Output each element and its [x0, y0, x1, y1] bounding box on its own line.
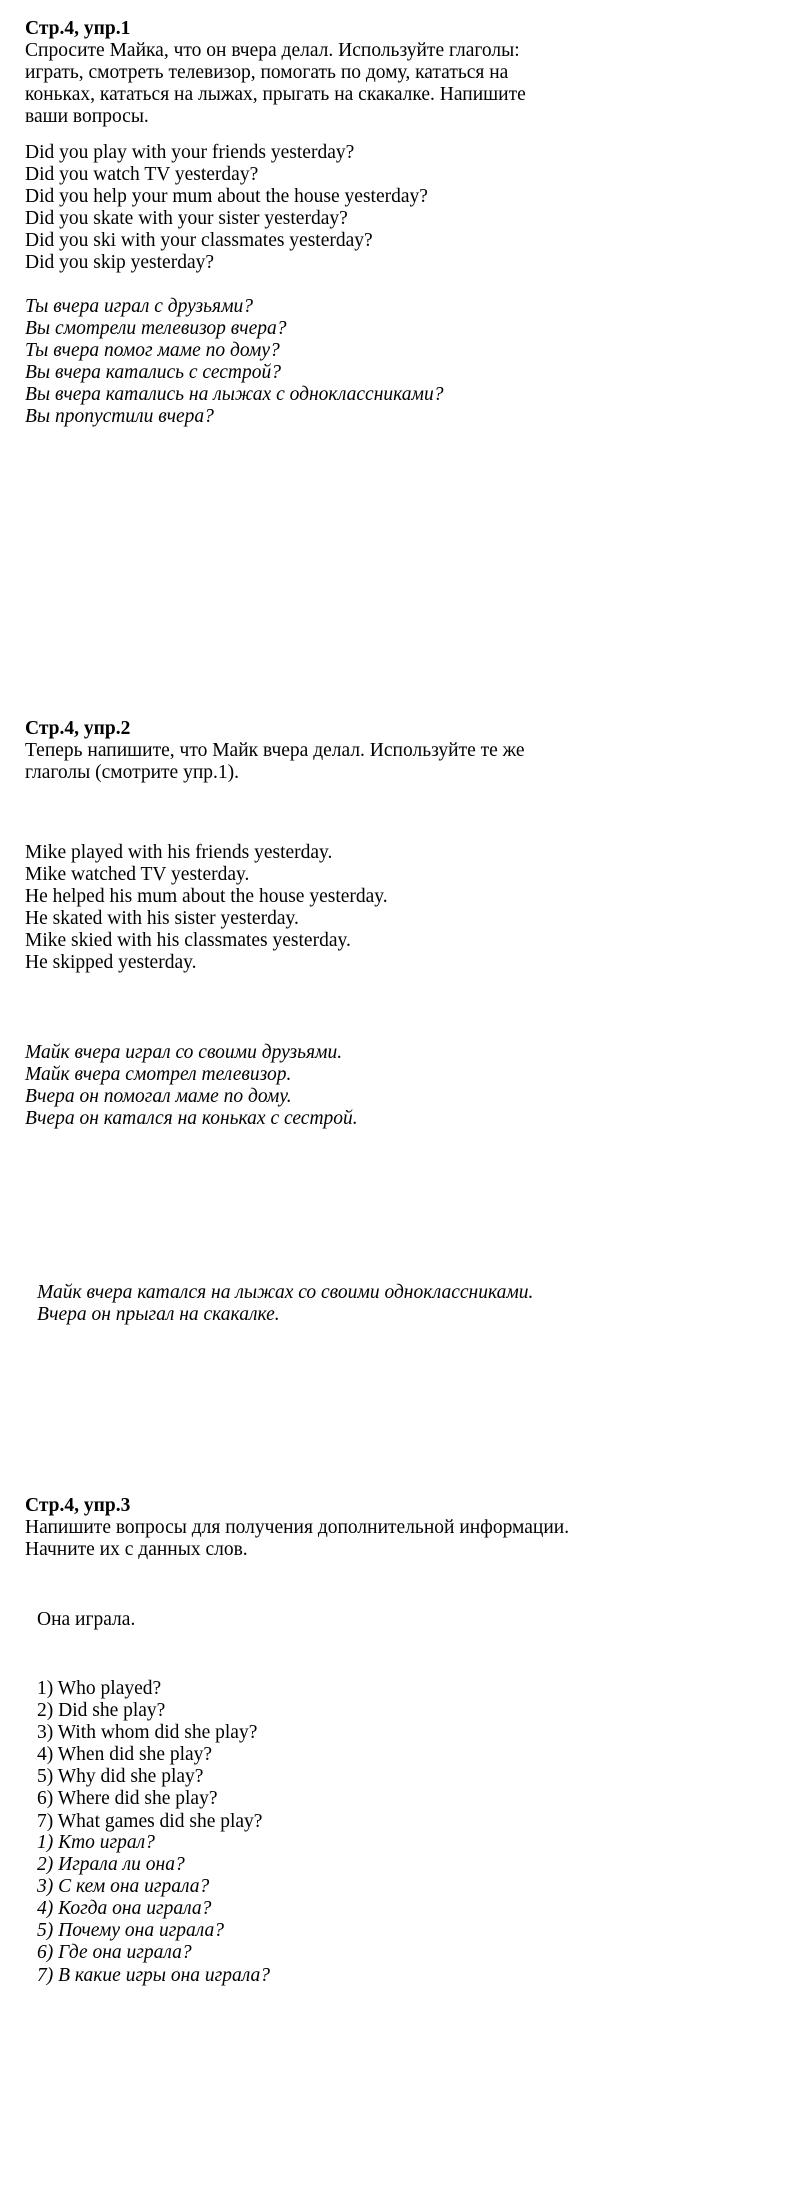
- answer-line-en: He skated with his sister yesterday.: [25, 908, 299, 930]
- exercise-1-task: [25, 40, 526, 128]
- exercise-2-heading-block: [25, 718, 130, 740]
- exercise-3-prompt-block: [25, 1609, 135, 1631]
- answer-line-en: 2) Did she play?: [37, 1700, 166, 1722]
- answer-line-ru: Вы пропустили вчера?: [25, 406, 214, 428]
- answer-line-ru: Ты вчера играл с друзьями?: [25, 296, 254, 317]
- answer-line-ru: 7) В какие игры она играла?: [37, 1964, 271, 1986]
- exercise-1-heading-block: [25, 18, 130, 40]
- answer-line-ru: 4) Когда она играла?: [37, 1898, 212, 1920]
- answer-line-en: Did you help your mum about the house yesterday?: [25, 186, 428, 208]
- exercise-3-prompt: Она играла.: [37, 1609, 136, 1630]
- answer-line-ru: Вчера он прыгал на скакалке.: [37, 1304, 280, 1326]
- exercise-3-task: [25, 1517, 569, 1561]
- answer-line-ru: Вы смотрели телевизор вчера?: [25, 318, 287, 340]
- answer-line-en: Did you skip yesterday?: [25, 252, 215, 274]
- answer-line-en: Mike watched TV yesterday.: [25, 864, 250, 886]
- answer-line-en: Did you skate with your sister yesterday?: [25, 208, 348, 230]
- task-line: глаголы (смотрите упр.1).: [25, 762, 240, 784]
- exercise-3-answers-en: [25, 1678, 262, 1833]
- answer-line-ru: 1) Кто играл?: [37, 1832, 155, 1853]
- answer-line-en: Mike skied with his classmates yesterday.: [25, 930, 351, 952]
- answer-line-en: Did you play with your friends yesterday?: [25, 142, 355, 163]
- answer-line-ru: Майк вчера смотрел телевизор.: [25, 1064, 292, 1086]
- answer-line-ru: Майк вчера играл со своими друзьями.: [25, 1042, 343, 1063]
- answer-line-en: 4) When did she play?: [37, 1744, 213, 1766]
- task-line: играть, смотреть телевизор, помогать по дому, кататься на: [25, 62, 509, 84]
- answer-line-ru: Вчера он помогал маме по дому.: [25, 1086, 292, 1108]
- exercise-1-heading: Стр.4, упр.1: [25, 18, 131, 39]
- answer-line-en: He helped his mum about the house yesterday.: [25, 886, 388, 908]
- exercise-2-answers-ru-extra: [25, 1282, 533, 1326]
- answer-line-ru: Ты вчера помог маме по дому?: [25, 340, 280, 362]
- exercise-1-answers-en: [25, 142, 428, 275]
- answer-line-ru: Вы вчера катались на лыжах с одноклассниками?: [25, 384, 444, 406]
- task-line: Теперь напишите, что Майк вчера делал. Используйте те же: [25, 740, 525, 761]
- task-line: Начните их с данных слов.: [25, 1539, 248, 1561]
- answer-line-ru: Майк вчера катался на лыжах со своими одноклассниками.: [37, 1282, 534, 1303]
- exercise-2-task: [25, 740, 525, 784]
- answer-line-en: 7) What games did she play?: [37, 1810, 263, 1832]
- exercise-2-heading: Стр.4, упр.2: [25, 718, 131, 739]
- answer-line-en: 3) With whom did she play?: [37, 1722, 258, 1744]
- task-line: Спросите Майка, что он вчера делал. Используйте глаголы:: [25, 40, 520, 61]
- answer-line-en: 6) Where did she play?: [37, 1788, 218, 1810]
- exercise-2-answers-en: [25, 842, 388, 975]
- answer-line-ru: 2) Играла ли она?: [37, 1854, 185, 1876]
- answer-line-en: 1) Who played?: [37, 1678, 162, 1699]
- task-line: Напишите вопросы для получения дополнительной информации.: [25, 1517, 570, 1538]
- answer-line-en: Did you watch TV yesterday?: [25, 164, 259, 186]
- task-line: ваши вопросы.: [25, 106, 149, 128]
- exercise-3-heading: Стр.4, упр.3: [25, 1495, 131, 1516]
- exercise-1-answers-ru: [25, 296, 443, 429]
- answer-line-ru: 5) Почему она играла?: [37, 1920, 225, 1942]
- answer-line-en: Mike played with his friends yesterday.: [25, 842, 333, 863]
- task-line: коньках, кататься на лыжах, прыгать на скакалке. Напишите: [25, 84, 526, 106]
- answer-line-en: He skipped yesterday.: [25, 952, 197, 974]
- exercise-3-answers-ru: [25, 1832, 270, 1987]
- exercise-2-answers-ru: [25, 1042, 358, 1130]
- answer-line-ru: Вчера он катался на коньках с сестрой.: [25, 1108, 358, 1130]
- answer-line-ru: Вы вчера катались с сестрой?: [25, 362, 281, 384]
- answer-line-ru: 6) Где она играла?: [37, 1942, 192, 1964]
- answer-line-en: Did you ski with your classmates yesterday?: [25, 230, 373, 252]
- answer-line-en: 5) Why did she play?: [37, 1766, 204, 1788]
- exercise-3-heading-block: [25, 1495, 130, 1517]
- answer-line-ru: 3) С кем она играла?: [37, 1876, 210, 1898]
